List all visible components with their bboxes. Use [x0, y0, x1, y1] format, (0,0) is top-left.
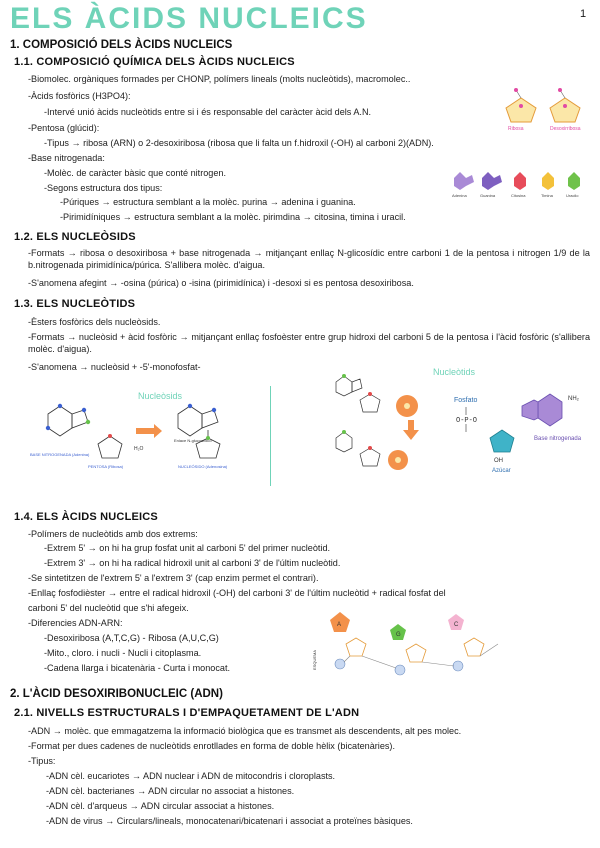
adenine-molecule-icon: [46, 404, 90, 436]
svg-text:NH₂: NH₂: [568, 396, 579, 402]
cytosine-icon: [514, 172, 526, 190]
enlace-label: Enlace N-glucosídico: [174, 438, 212, 443]
text-line: -Biomolec. orgàniques formades per CHONP, polímers lineals (molts nucleòtids), macromolec..: [28, 74, 411, 84]
text-line: -Tipus → ribosa (ARN) o 2-desoxiribosa (ribosa que li falta un f.hidroxil (-OH) al carboni 2)(ADN).: [44, 138, 434, 148]
text-line: -ADN cèl. d'arqueus → ADN circular associat a histones.: [46, 801, 275, 811]
nucleotids-figure-label: Nucleòtids: [433, 367, 476, 377]
pentose-sugar-icon: [490, 430, 514, 452]
nucleosides-figure: [28, 398, 262, 470]
text-line: -S'anomena afegint → -osina (púrica) o -isina (pirimidínica) i -desoxi si es pentosa desoxiribosa.: [28, 278, 414, 288]
text-line: -Base nitrogenada:: [28, 153, 105, 163]
nucleosido-label: NUCLEÓSIDO (Adenosina): [178, 464, 228, 469]
base-name-label: Guanina: [480, 193, 496, 198]
text-line: -Diferencies ADN-ARN:: [28, 618, 123, 628]
ribose-ring-icon: [506, 88, 536, 122]
text-line: -ADN → molèc. que emmagatzema la informació biològica que es transmet als descendents, alt pes molec.: [28, 726, 462, 736]
text-line: -ADN cèl. bacterianes → ADN circular no associat a histones.: [46, 786, 295, 796]
oh-label: OH: [494, 458, 503, 464]
base-c-icon: [448, 614, 464, 630]
nitrogenous-bases-figure: [448, 160, 596, 200]
base-a-icon: [330, 612, 350, 632]
azucar-label: Azúcar: [492, 468, 511, 474]
section-2-heading: 2. L'ÀCID DESOXIRIBONUCLEIC (ADN): [10, 688, 223, 700]
ribose-label: Ribosa: [508, 126, 524, 132]
page-number: 1: [580, 8, 587, 20]
deoxyribose-ring-icon: [550, 88, 580, 122]
adenosine-molecule-icon: [178, 404, 220, 458]
base-name-label: Uracilo: [566, 193, 579, 198]
thymine-icon: [542, 172, 554, 190]
base-letter-g: G: [396, 632, 401, 638]
nucleosids-figure-label: Nucleòsids: [138, 391, 183, 401]
text-line: -Intervé unió àcids nucleòtids entre si i és responsable del caràcter àcid dels A.N.: [44, 107, 372, 117]
base-g-icon: [390, 624, 406, 640]
text-line: -S'anomena → nucleòsid + -5'-monofosfat-: [28, 362, 201, 372]
text-line: -Púriques → estructura semblant a la molèc. purina → adenina i guanina.: [60, 197, 356, 207]
text-line: -Cadena llarga i bicatenària - Curta i monocat.: [44, 663, 231, 673]
base-nitrogenada-label: Base nitrogenada: [534, 436, 582, 442]
section-1-1-heading: 1.1. COMPOSICIÓ QUÍMICA DELS ÀCIDS NUCLEICS: [14, 56, 295, 68]
base-name-label: Timina: [541, 193, 553, 198]
text-line: -Desoxiribosa (A,T,C,G) - Ribosa (A,U,C,G): [44, 633, 219, 643]
guanine-icon: [482, 172, 502, 190]
purine-base-icon: [522, 394, 562, 426]
text-line: -Format per dues cadenes de nucleòtids enrotllades en forma de doble hèlix (bicatenàries).: [28, 741, 395, 751]
base-letter-c: C: [454, 622, 459, 628]
fosfato-label: Fosfato: [454, 397, 478, 404]
pentose-sugars-figure: [498, 86, 590, 132]
text-line: -Segons estructura dos tipus:: [44, 183, 163, 193]
down-arrow-icon: [403, 420, 419, 440]
water-label: H₂O: [134, 446, 144, 452]
reaction-arrow-icon: [136, 424, 162, 438]
text-line: -Àcids fosfòrics (H3PO4):: [28, 91, 131, 101]
base-letter-a: A: [337, 622, 342, 628]
text-line: -Tipus:: [28, 756, 56, 766]
dna-chain-figure: [312, 600, 512, 682]
paragraph: -Formats → nucleòsid + àcid fosfòric → mitjançant enllaç fosfoèster entre grup hidroxi del carboni 5 de la pentosa i l'àcid fosfòric (s'allibera molèc. d'aigua).: [28, 332, 590, 354]
deoxyribose-label: Desoxirribosa: [550, 126, 581, 132]
adenine-icon: [454, 172, 474, 190]
text-line: -Èsters fosfòrics dels nucleòsids.: [28, 317, 161, 327]
text-line: -ADN de virus → Circulars/lineals, monocatenari/bicatenari i associat a proteïnes bàsiques.: [46, 816, 413, 826]
base-name-label: Citosina: [511, 193, 526, 198]
text-line: -Polímers de nucleòtids amb dos extrems:: [28, 529, 198, 539]
phosphate-group-icon: [456, 407, 477, 432]
text-line: -Extrem 3' → on hi ha radical hidroxil unit al carboni 3' de l'últim nucleòtid.: [44, 558, 341, 568]
text-line: -Pirimidíniques → estructura semblant a la molèc. pirimdina → citosina, timina i uracil.: [60, 212, 406, 222]
nucleotide-schema-figure: [450, 386, 592, 478]
nucleotide-bottom-icon: [336, 430, 408, 470]
text-line: -Se sintetitzen de l'extrem 5' a l'extrem 3' (cap enzim permet el contrari).: [28, 573, 319, 583]
ribose-molecule-icon: [98, 434, 122, 458]
esquema-label: ESQUEMA: [312, 649, 317, 670]
text-line: -Mito., cloro. i nucli - Nucli i citoplasma.: [44, 648, 202, 658]
figure-divider: [270, 386, 271, 486]
text-line: carboni 5' del nucleòtid que s'hi afegeix.: [28, 603, 189, 613]
sugar-phosphate-backbone-icon: [335, 638, 498, 675]
page-title: ELS ÀCIDS NUCLEICS: [10, 2, 368, 35]
text-line: -Molèc. de caràcter bàsic que conté nitrogen.: [44, 168, 226, 178]
text-line: -Enllaç fosfodièster → entre el radical hidroxil (-OH) del carboni 3' de l'últim nucleòtid + radical fosfat del: [28, 588, 446, 598]
section-1-2-heading: 1.2. ELS NUCLEÒSIDS: [14, 231, 136, 243]
nucleoside-top-icon: [336, 374, 380, 412]
paragraph: -Formats → ribosa o desoxiribosa + base nitrogenada → mitjançant enllaç N-glicosídic entre carboni 1 de la pentosa i nitrogen 1/9 de la b.nitrogenada pirimidínica/púrica. S'allibera molèc. d'aigua.: [28, 248, 590, 270]
text-line: -ADN cèl. eucariotes → ADN nuclear i ADN de mitocondris i cloroplasts.: [46, 771, 336, 781]
pentosa-label: PENTOSA (Ribosa): [88, 464, 124, 469]
nucleotide-formation-figure: [322, 368, 426, 480]
base-name-label: Adenina: [452, 193, 467, 198]
section-2-1-heading: 2.1. NIVELLS ESTRUCTURALS I D'EMPAQUETAMENT DE L'ADN: [14, 707, 360, 719]
uracil-icon: [568, 172, 580, 190]
svg-text:O-P-O: O-P-O: [456, 417, 478, 425]
text-line: -Extrem 5' → on hi ha grup fosfat unit al carboni 5' del primer nucleòtid.: [44, 543, 331, 553]
base-nitrogenada-adenina-label: BASE NITROGENADA (Adenina): [30, 452, 90, 457]
section-1-3-heading: 1.3. ELS NUCLEÒTIDS: [14, 298, 136, 310]
phosphate-top-icon: [396, 395, 418, 417]
section-1-heading: 1. COMPOSICIÓ DELS ÀCIDS NUCLEICS: [10, 39, 233, 51]
text-line: -Pentosa (glúcid):: [28, 123, 100, 133]
section-1-4-heading: 1.4. ELS ÀCIDS NUCLEICS: [14, 511, 158, 523]
